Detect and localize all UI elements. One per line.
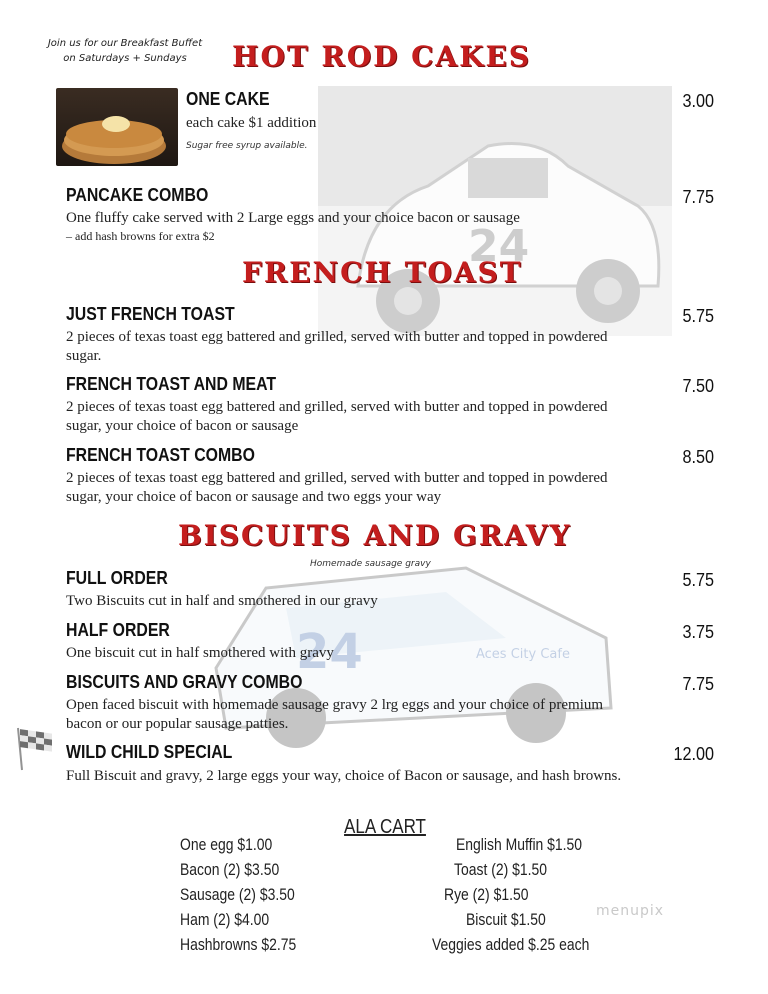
car-number: 24 [296, 624, 363, 680]
item-desc-half-order: One biscuit cut in half smothered with gravy [66, 645, 334, 661]
item-desc-french-toast-combo: 2 pieces of texas toast egg battered and grilled, served with butter and topped in powdered sugar, your choice of bacon or sausage and two eggs your way [66, 470, 608, 505]
car-sponsor-text: Aces City Cafe [476, 647, 570, 662]
section-title-hot-rod-cakes: HOT ROD CAKES [232, 40, 532, 73]
menupix-watermark: menupix [596, 903, 665, 919]
checkered-flag-icon [12, 724, 60, 772]
item-price-just-french-toast: 5.75 [682, 306, 714, 326]
ala-cart-item: Ham (2) $4.00 [180, 910, 270, 929]
item-note-pancake-combo: – add hash browns for extra $2 [66, 229, 215, 243]
ala-cart-item: Rye (2) $1.50 [444, 885, 529, 904]
section-title-french-toast: FRENCH TOAST [242, 256, 523, 289]
item-price-french-toast-and-meat: 7.50 [682, 376, 714, 396]
ala-cart-item: Veggies added $.25 each [432, 935, 590, 954]
item-price-full-order: 5.75 [682, 570, 714, 590]
promo-line-1: Join us for our Breakfast Buffet [47, 38, 203, 49]
ala-cart-item: One egg $1.00 [180, 835, 273, 854]
item-desc-wild-child-special: Full Biscuit and gravy, 2 large eggs your way, choice of Bacon or sausage, and hash browns. [66, 768, 622, 784]
item-desc-one-cake: each cake $1 addition [186, 115, 317, 131]
ala-cart-title: ALA CART [344, 816, 426, 838]
ala-cart-item: Bacon (2) $3.50 [180, 860, 280, 879]
car-number: 24 [468, 221, 530, 272]
item-price-one-cake: 3.00 [682, 91, 714, 111]
item-name-just-french-toast: JUST FRENCH TOAST [66, 304, 235, 324]
item-name-wild-child-special: WILD CHILD SPECIAL [66, 742, 233, 762]
ala-cart-item: Hashbrowns $2.75 [180, 935, 297, 954]
item-price-wild-child-special: 12.00 [673, 744, 714, 764]
gravy-note: Homemade sausage gravy [310, 559, 431, 569]
item-desc-french-toast-and-meat: 2 pieces of texas toast egg battered and grilled, served with butter and topped in powdered sugar, your choice of bacon or sausage [66, 399, 608, 434]
item-name-pancake-combo: PANCAKE COMBO [66, 185, 209, 205]
item-desc-biscuits-and-gravy-combo: Open faced biscuit with homemade sausage gravy 2 lrg eggs and your choice of premium bacon or our popular sausage patties. [66, 697, 604, 732]
item-price-french-toast-combo: 8.50 [682, 447, 714, 467]
promo-line-2: on Saturdays + Sundays [63, 53, 187, 64]
item-name-french-toast-and-meat: FRENCH TOAST AND MEAT [66, 374, 277, 394]
ala-cart-item: Toast (2) $1.50 [454, 860, 547, 879]
item-price-biscuits-and-gravy-combo: 7.75 [682, 674, 714, 694]
item-name-one-cake: ONE CAKE [186, 89, 270, 109]
item-desc-pancake-combo: One fluffy cake served with 2 Large eggs and your choice bacon or sausage [66, 210, 520, 226]
item-note-one-cake: Sugar free syrup available. [186, 141, 308, 151]
buffet-promo [40, 36, 210, 66]
ala-cart-item: English Muffin $1.50 [456, 835, 583, 854]
pancake-photo [56, 88, 178, 166]
ala-cart-item: Biscuit $1.50 [466, 910, 546, 929]
item-price-pancake-combo: 7.75 [682, 187, 714, 207]
item-name-biscuits-and-gravy-combo: BISCUITS AND GRAVY COMBO [66, 672, 303, 692]
section-title-biscuits-and-gravy: BISCUITS AND GRAVY [178, 519, 572, 552]
item-name-full-order: FULL ORDER [66, 568, 168, 588]
item-name-french-toast-combo: FRENCH TOAST COMBO [66, 445, 255, 465]
item-price-half-order: 3.75 [682, 622, 714, 642]
ala-cart-item: Sausage (2) $3.50 [180, 885, 295, 904]
item-name-half-order: HALF ORDER [66, 620, 170, 640]
item-desc-just-french-toast: 2 pieces of texas toast egg battered and grilled, served with butter and topped in powdered sugar. [66, 329, 608, 364]
item-desc-full-order: Two Biscuits cut in half and smothered in our gravy [66, 593, 378, 609]
